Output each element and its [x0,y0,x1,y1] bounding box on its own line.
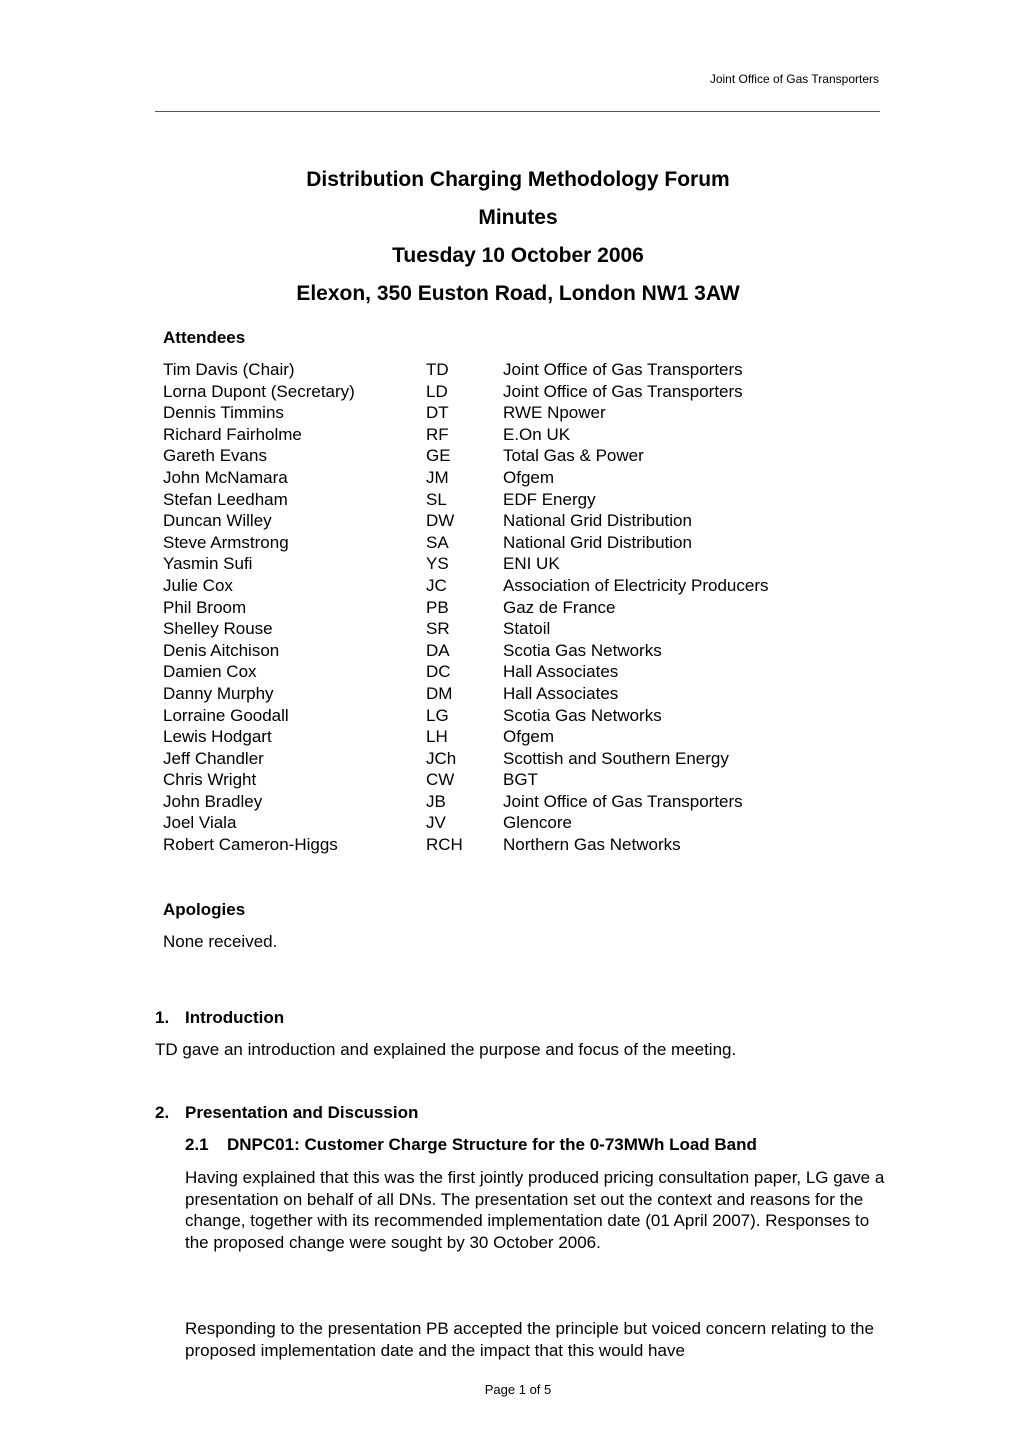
attendee-initials: SR [426,619,450,639]
attendee-initials: JB [426,791,446,811]
attendee-initials: JM [426,467,449,487]
attendee-initials: DM [426,683,453,703]
attendee-initials: DT [426,403,449,423]
attendee-name: Tim Davis (Chair) [163,360,295,379]
attendee-name: Lorraine Goodall [163,705,289,725]
attendee-organisation: BGT [503,770,538,790]
attendee-organisation: Joint Office of Gas Transporters [503,381,743,401]
section-1-heading [155,1008,284,1028]
paragraph-2: Responding to the presentation PB accepted the principle but voiced concern relating to the proposed implementation date and the impact that this would have [185,1319,874,1360]
document-subtitle: Minutes [478,206,558,229]
section-2-number: 2. [155,1103,170,1122]
attendee-name: John McNamara [163,467,288,487]
attendee-name: Lewis Hodgart [163,727,272,747]
attendee-organisation: Scottish and Southern Energy [503,748,729,768]
attendee-name: Stefan Leedham [163,489,288,509]
attendee-organisation: National Grid Distribution [503,511,692,531]
subsection-2-1-number: 2.1 [185,1135,209,1154]
attendee-initials: TD [426,360,449,379]
attendee-name: Joel Viala [163,813,237,833]
attendee-initials: SL [426,489,447,509]
subsection-2-1-heading [185,1135,757,1155]
paragraph-1: Having explained that this was the first jointly produced pricing consultation paper, LG gave a presentation on behalf of all DNs. The presentation set out the context and reasons for the change, together with its recommended implementation date (01 April 2007). Responses to the proposed change were sought by 30 October 2006. [185,1168,885,1252]
page-number: Page 1 of 5 [484,1382,552,1397]
attendee-initials: DA [426,640,450,660]
attendee-name: Yasmin Sufi [163,554,253,574]
attendee-organisation: Total Gas & Power [503,446,644,466]
section-1-text: TD gave an introduction and explained the purpose and focus of the meeting. [155,1040,737,1059]
section-1-title: Introduction [185,1008,285,1027]
apologies-text: None received. [163,932,278,951]
attendee-initials: DW [426,511,455,531]
section-1-number: 1. [155,1008,170,1027]
attendee-organisation: RWE Npower [503,403,606,423]
meeting-location: Elexon, 350 Euston Road, London NW1 3AW [296,282,740,305]
apologies-heading: Apologies [163,900,246,919]
attendee-initials: YS [426,554,449,574]
attendee-name: Julie Cox [163,575,233,595]
attendee-organisation: National Grid Distribution [503,532,692,552]
meeting-date: Tuesday 10 October 2006 [392,244,644,267]
attendee-initials: RF [426,424,449,444]
title-block [0,164,1020,316]
attendee-organisation: E.On UK [503,424,571,444]
attendee-name: Dennis Timmins [163,403,284,423]
attendee-name: Jeff Chandler [163,748,264,768]
attendee-name: Richard Fairholme [163,424,302,444]
attendee-initials: LH [426,727,448,747]
attendee-organisation: EDF Energy [503,489,596,509]
header-organisation: Joint Office of Gas Transporters [709,72,879,86]
attendee-organisation: Statoil [503,619,551,639]
attendee-name: Phil Broom [163,597,247,617]
attendee-organisation: Hall Associates [503,683,619,703]
attendee-organisation: Scotia Gas Networks [503,705,662,725]
attendee-organisation: Ofgem [503,727,555,747]
attendee-initials: JC [426,575,447,595]
subsection-2-1-title: DNPC01: Customer Charge Structure for the 0-73MWh Load Band [227,1135,757,1154]
attendee-organisation: Joint Office of Gas Transporters [503,791,743,811]
attendee-name: Duncan Willey [163,511,272,531]
section-2-heading [155,1103,418,1123]
attendee-name: Damien Cox [163,662,257,682]
attendee-initials: RCH [426,835,463,855]
attendee-name: Gareth Evans [163,446,267,466]
attendee-initials: JCh [426,748,457,768]
attendee-organisation: Scotia Gas Networks [503,640,662,660]
attendee-initials: PB [426,597,449,617]
attendee-organisation: ENI UK [503,554,560,574]
attendee-initials: SA [426,532,449,552]
attendee-name: Robert Cameron-Higgs [163,835,338,855]
attendee-name: Chris Wright [163,770,257,790]
section-2-title: Presentation and Discussion [185,1103,419,1122]
attendee-name: John Bradley [163,791,263,811]
attendee-initials: JV [426,813,446,833]
attendee-organisation: Gaz de France [503,597,616,617]
document-title: Distribution Charging Methodology Forum [306,168,730,191]
attendees-heading: Attendees [163,328,246,347]
attendee-initials: GE [426,446,451,466]
attendee-organisation: Glencore [503,813,572,833]
header-rule [155,111,880,112]
attendee-name: Shelley Rouse [163,619,273,639]
attendee-organisation: Northern Gas Networks [503,835,681,855]
attendee-initials: DC [426,662,451,682]
attendee-initials: LD [426,381,448,401]
attendee-name: Denis Aitchison [163,640,280,660]
attendee-organisation: Ofgem [503,467,555,487]
attendee-name: Danny Murphy [163,683,274,703]
attendee-organisation: Joint Office of Gas Transporters [503,360,743,379]
attendee-name: Lorna Dupont (Secretary) [163,381,355,401]
attendee-organisation: Association of Electricity Producers [503,575,769,595]
attendee-initials: CW [426,770,455,790]
attendee-name: Steve Armstrong [163,532,289,552]
attendee-organisation: Hall Associates [503,662,619,682]
attendee-initials: LG [426,705,449,725]
